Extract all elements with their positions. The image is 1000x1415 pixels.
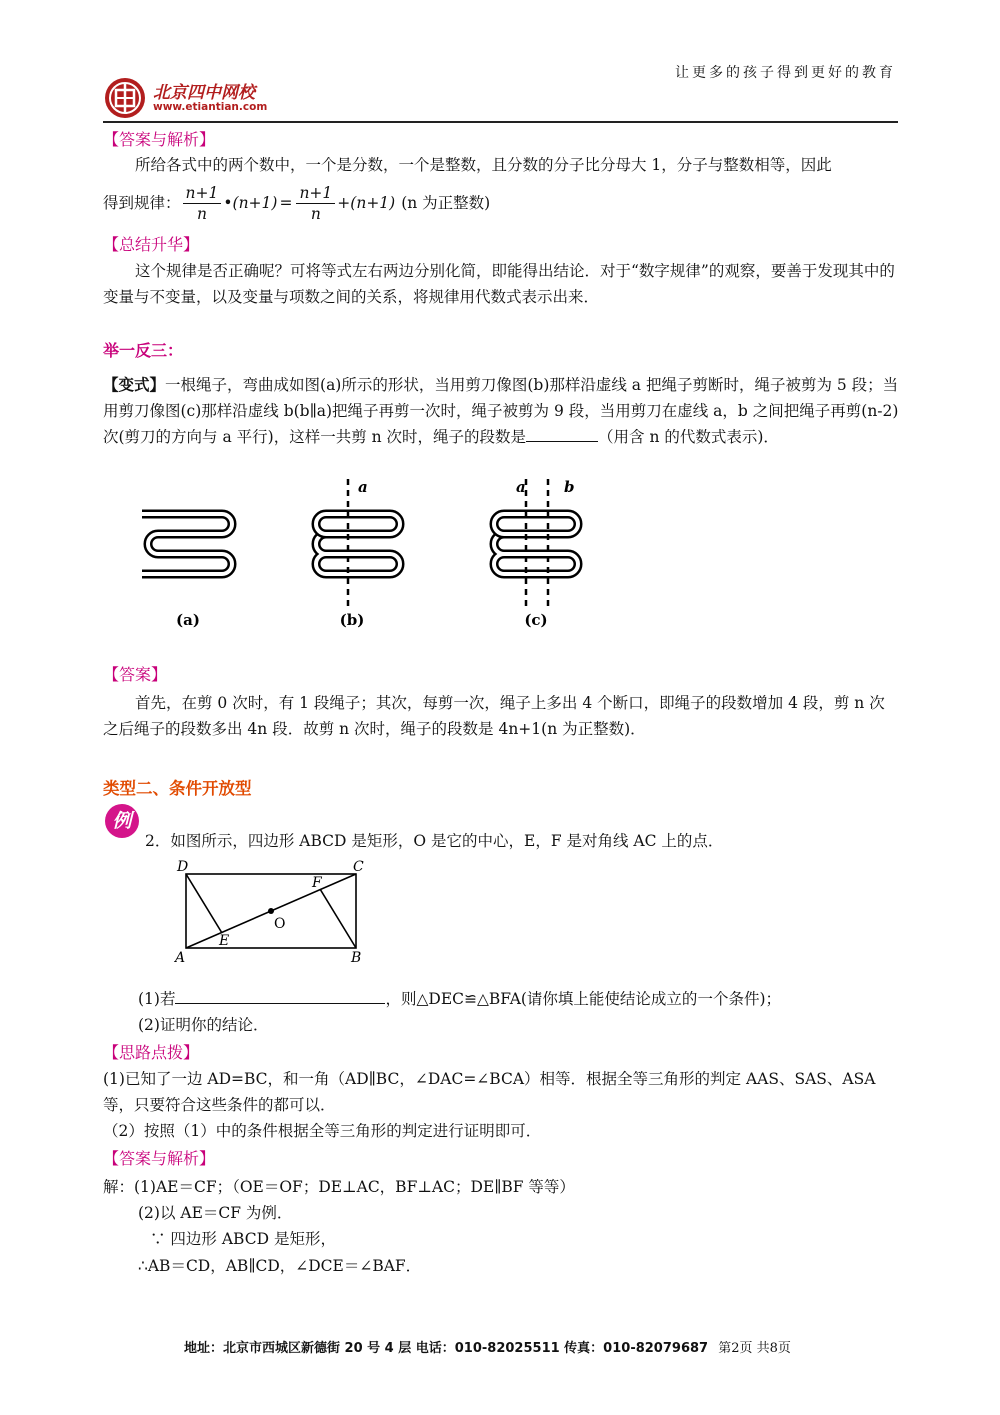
- hint-1: (1)已知了一边 AD=BC，和一角（AD∥BC，∠DAC=∠BCA）相等．根据全等三角形的判定 AAS、SAS、ASA 等，只要符合这些条件的都可以．: [103, 1070, 876, 1114]
- logo-emblem-icon: [103, 76, 149, 120]
- hint-2: （2）按照（1）中的条件根据全等三角形的判定进行证明即可．: [103, 1122, 542, 1140]
- figure-b-line-label: a: [358, 478, 368, 496]
- answer-text: 所给各式中的两个数中，一个是分数，一个是整数，且分数的分子比分母大 1，分子与整数相等，因此: [135, 156, 832, 174]
- variant-label: 【变式】: [103, 375, 166, 394]
- rule-line: [103, 178, 900, 228]
- svg-text:B: B: [351, 950, 362, 966]
- example-badge: [105, 804, 139, 838]
- answer-tag: 【答案与解析】: [103, 130, 216, 149]
- svg-text:O: O: [274, 916, 286, 932]
- rule-paren: (n+1): [232, 194, 278, 212]
- solution-2: (2)以 AE＝CF 为例．: [138, 1204, 293, 1222]
- solution-tag: 【答案与解析】: [103, 1149, 216, 1168]
- question-2: (2)证明你的结论．: [138, 1016, 269, 1034]
- rule-fraction-2: $\frac{n+1}{n}$: [296, 183, 335, 224]
- logo-text: 北京四中网校: [153, 83, 255, 103]
- svg-text:C: C: [353, 859, 364, 875]
- variant-answer-tag: 【答案】: [103, 665, 168, 684]
- figure-c-label-b: b: [564, 478, 575, 496]
- rule-fraction-1: $\frac{n+1}{n}$: [183, 183, 222, 224]
- rope-figure-c: [494, 514, 578, 574]
- footer-page: 第2页 共8页: [718, 1341, 791, 1356]
- example-badge-text: 例: [112, 810, 132, 832]
- rule-suffix: (n 为正整数): [401, 194, 491, 212]
- variant-text-after: （用含 n 的代数式表示)．: [598, 428, 779, 446]
- figure-c-label-a: a: [516, 478, 526, 496]
- svg-text:A: A: [175, 950, 186, 966]
- figure-c-caption: (c): [524, 611, 548, 629]
- svg-text:D: D: [177, 859, 189, 875]
- center-point-o: [268, 908, 274, 914]
- figure-a-caption: (a): [176, 611, 200, 629]
- variant-heading: 举一反三：: [103, 341, 184, 360]
- problem-text: 2．如图所示，四边形 ABCD 是矩形，O 是它的中心，E，F 是对角线 AC 上的点．: [145, 832, 724, 850]
- footer-address: 地址：北京市西城区新德街 20 号 4 层 电话：010-82025511 传真：010-82079687: [184, 1341, 709, 1356]
- header-slogan: 让更多的孩子得到更好的教育: [675, 65, 896, 81]
- q1-prefix: (1)若: [138, 990, 176, 1008]
- rectangle-figure: [172, 856, 372, 966]
- rule-plus-paren: +(n+1): [337, 194, 396, 212]
- variant-answer-blank[interactable]: [526, 425, 598, 442]
- rope-figures: [130, 474, 610, 634]
- rule-dot: •: [223, 194, 233, 212]
- segment-de: [186, 874, 222, 933]
- svg-text:F: F: [312, 875, 322, 891]
- logo[interactable]: [103, 76, 293, 120]
- solution-4: ∴AB＝CD，AB∥CD，∠DCE＝∠BAF．: [138, 1257, 422, 1275]
- hint-tag: 【思路点拨】: [103, 1043, 200, 1062]
- q1-suffix: ，则△DEC≌△BFA(请你填上能使结论成立的一个条件)；: [385, 990, 781, 1008]
- solution-1: 解：(1)AE＝CF；（OE＝OF；DE⊥AC，BF⊥AC；DE∥BF 等等）: [103, 1178, 575, 1196]
- summary-tag: 【总结升华】: [103, 235, 200, 254]
- rule-prefix: 得到规律：: [103, 194, 181, 212]
- header-rule: [103, 121, 898, 123]
- type2-heading: 类型二、条件开放型: [103, 779, 252, 798]
- segment-bf: [320, 889, 356, 948]
- variant-text-before: 一根绳子，弯曲成如图(a)所示的形状，当用剪刀像图(b)那样沿虚线 a 把绳子剪断时，绳子被剪为 5 段；当用剪刀像图(c)那样沿虚线 b(b∥a)把绳子再剪一次时，绳子被剪为 9 段，当用剪刀在虚线 a，b 之间把绳子再剪(n-2)次(剪刀的方向与 a 平行)，这样一共剪 n 次时，绳子的段数是: [103, 376, 899, 446]
- summary-text: 这个规律是否正确呢？可将等式左右两边分别化简，即能得出结论．对于“数字规律”的观察，要善于发现其中的变量与不变量，以及变量与项数之间的关系，将规律用代数式表示出来．: [103, 262, 895, 306]
- logo-url: www.etiantian.com: [153, 101, 268, 113]
- rule-equals: =: [279, 194, 293, 212]
- solution-3: ∵ 四边形 ABCD 是矩形，: [150, 1230, 336, 1248]
- q1-blank[interactable]: [175, 987, 385, 1004]
- variant-answer-text: 首先，在剪 0 次时，有 1 段绳子；其次，每剪一次，绳子上多出 4 个断口，即绳子的段数增加 4 段，剪 n 次之后绳子的段数多出 4n 段．故剪 n 次时，绳子的段数是 4n+1(n 为正整数)．: [103, 694, 885, 738]
- rope-figure-b: [316, 514, 400, 574]
- footer: [184, 1337, 824, 1356]
- svg-text:E: E: [219, 933, 230, 949]
- variant-text: [103, 372, 900, 450]
- figure-b-caption: (b): [339, 611, 365, 629]
- rope-figure-a: [142, 514, 232, 574]
- question-1: [138, 986, 898, 1012]
